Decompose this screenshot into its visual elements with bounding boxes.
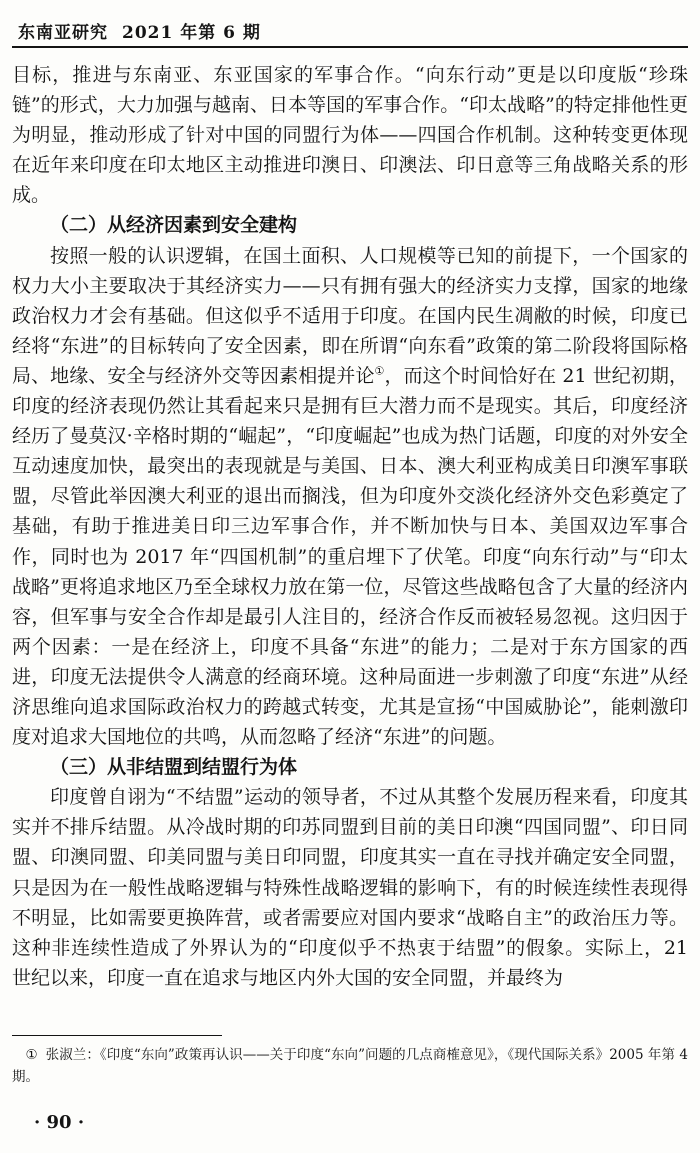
header-rule	[12, 46, 688, 48]
paragraph-2-part-1: 按照一般的认识逻辑，在国土面积、人口规模等已知的前提下，一个国家的权力大小主要取决于其经济实力——只有拥有强大的经济实力支撑，国家的地缘政治权力才会有基础。但这似乎不适用于印度。在国内民生凋敝的时候，印度已经将“东进”的目标转向了安全因素，即在所谓“向东看”政策的第二阶段将国际格局、地缘、安全与经济外交等因素相提并论	[12, 244, 688, 387]
paragraph-2	[12, 241, 688, 753]
footnote-text: 张淑兰：《印度“东向”政策再认识——关于印度“东向”问题的几点商榷意见》，《现代国际关系》2005 年第 4 期。	[12, 1047, 688, 1085]
paragraph-1: 目标，推进与东南亚、东亚国家的军事合作。“向东行动”更是以印度版“珍珠链”的形式，大力加强与越南、日本等国的军事合作。“印太战略”的特定排他性更为明显，推动形成了针对中国的同盟行为体——四国合作机制。这种转变更体现在近年来印度在印太地区主动推进印澳日、印澳法、印日意等三角战略关系的形成。	[12, 64, 688, 207]
footnote	[12, 1044, 688, 1088]
paragraph-2-part-2: ，而这个时间恰好在 21 世纪初期，印度的经济表现仍然让其看起来只是拥有巨大潜力而不是现实。其后，印度经济经历了曼莫汉·辛格时期的“崛起”，“印度崛起”也成为热门话题，印度的对外安全互动速度加快，最突出的表现就是与美国、日本、澳大利亚构成美日印澳军事联盟，尽管此举因澳大利亚的退出而搁浅，但为印度外交淡化经济外交色彩奠定了基础，有助于推进美日印三边军事合作，并不断加快与日本、美国双边军事合作，同时也为 2017 年“四国机制”的重启埋下了伏笔。印度“向东行动”与“印太战略”更将追求地区乃至全球权力放在第一位，尽管这些战略包含了大量的经济内容，但军事与安全合作却是最引人注目的，经济合作反而被轻易忽视。这归因于两个因素：一是在经济上，印度不具备“东进”的能力；二是对于东方国家的西进，印度无法提供令人满意的经商环境。这种局面进一步刺激了印度“东进”从经济思维向追求国际政治权力的跨越式转变，尤其是宣扬“中国威胁论”，能刺激印度对追求大国地位的共鸣，从而忽略了经济“东进”的问题。	[12, 364, 688, 749]
section-heading-2: （二）从经济因素到安全建构	[50, 214, 298, 237]
page-number: · 90 ·	[34, 1112, 85, 1133]
issue-label: 2021 年第 6 期	[122, 23, 261, 43]
running-header	[18, 18, 682, 43]
journal-name: 东南亚研究	[18, 23, 108, 43]
main-text	[12, 60, 688, 993]
paragraph-3: 印度曾自诩为“不结盟”运动的领导者，不过从其整个发展历程来看，印度其实并不排斥结盟。从冷战时期的印苏同盟到目前的美日印澳“四国同盟”、印日同盟、印澳同盟、印美同盟与美日印同盟，印度其实一直在寻找并确定安全同盟，只是因为在一般性战略逻辑与特殊性战略逻辑的影响下，有的时候连续性表现得不明显，比如需要更换阵营，或者需要应对国内要求“战略自主”的政治压力等。这种非连续性造成了外界认为的“印度似乎不热衷于结盟”的假象。实际上，21 世纪以来，印度一直在追求与地区内外大国的安全同盟，并最终为	[12, 786, 688, 989]
footnote-rule	[12, 1035, 222, 1036]
section-heading-3: （三）从非结盟到结盟行为体	[50, 756, 298, 779]
footnote-ref-marker[interactable]: ①	[374, 364, 385, 378]
footnote-marker: ①	[25, 1047, 38, 1063]
